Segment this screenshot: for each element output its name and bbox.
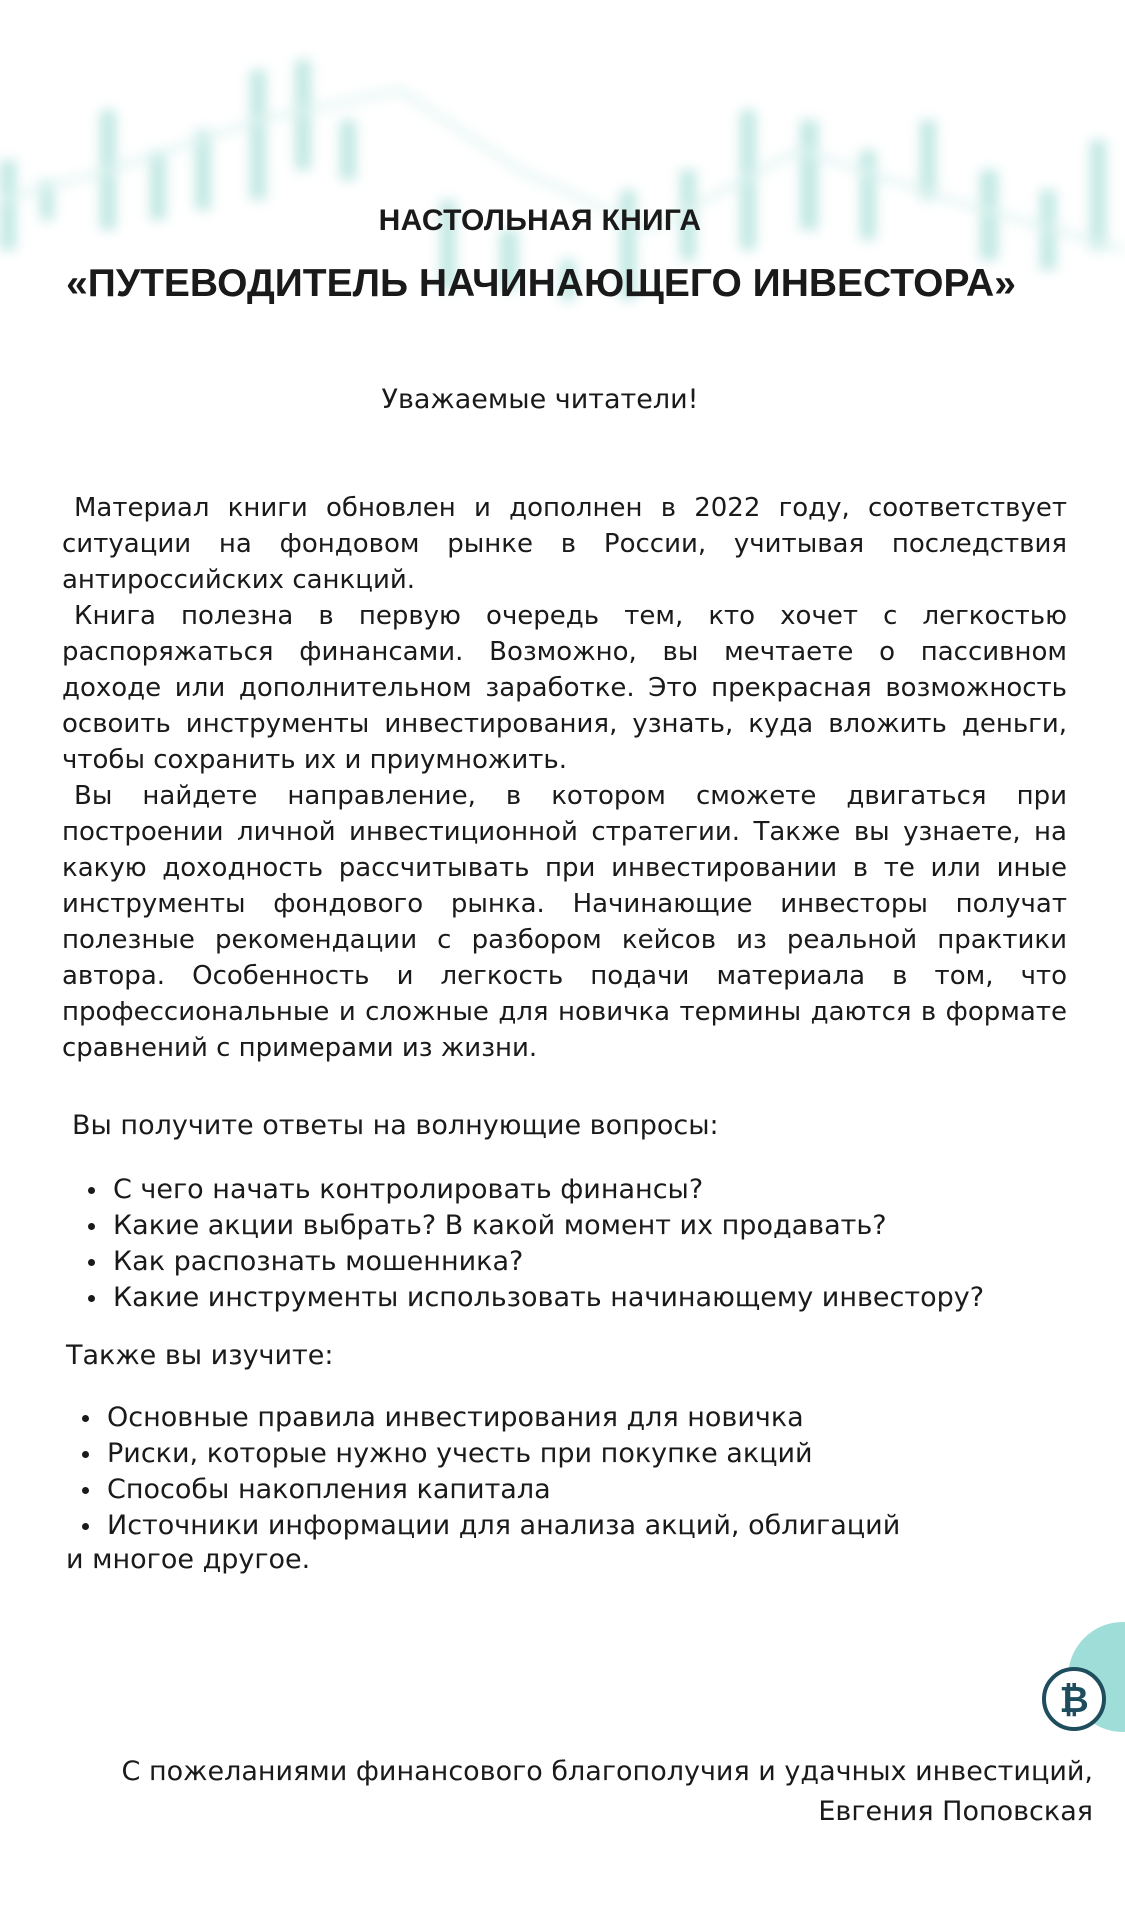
- list-item: Источники информации для анализа акций, облигаций: [82, 1508, 900, 1544]
- study-list: [82, 1400, 900, 1544]
- bitcoin-icon: [1040, 1665, 1108, 1733]
- bullet-icon: [88, 1223, 95, 1230]
- study-intro: Также вы изучите:: [66, 1340, 334, 1371]
- list-item: Основные правила инвестирования для новичка: [82, 1400, 900, 1436]
- book-title: «ПУТЕВОДИТЕЛЬ НАЧИНАЮЩЕГО ИНВЕСТОРА»: [66, 262, 1016, 305]
- paragraph: Вы найдете направление, в котором сможете двигаться при построении личной инвестиционной стратегии. Также вы узнаете, на какую доходность рассчитывать при инвестировании в те или иные инструменты фондового рынка. Начинающие инвесторы получат полезные рекомендации с разбором кейсов из реальной практики автора. Особенность и легкость подачи материала в том, что профессиональные и сложные для новичка термины даются в формате сравнений с примерами из жизни.: [62, 781, 1067, 1063]
- list-item: Способы накопления капитала: [82, 1472, 900, 1508]
- description-body: [62, 490, 1067, 1066]
- study-tail: и многое другое.: [66, 1544, 311, 1575]
- signature-line: С пожеланиями финансового благополучия и удачных инвестиций,: [121, 1756, 1093, 1787]
- paragraph: Материал книги обновлен и дополнен в 2022 году, соответствует ситуации на фондовом рынке в России, учитывая последствия антироссийских санкций.: [62, 493, 1067, 595]
- background-candlestick-chart: [0, 0, 1125, 380]
- list-item: Какие инструменты использовать начинающему инвестору?: [88, 1280, 984, 1316]
- bullet-icon: [82, 1451, 89, 1458]
- svg-text:₿: ₿: [1059, 1680, 1089, 1721]
- questions-list: [88, 1172, 984, 1316]
- greeting: Уважаемые читатели!: [381, 384, 699, 415]
- bullet-icon: [82, 1415, 89, 1422]
- questions-intro: Вы получите ответы на волнующие вопросы:: [72, 1110, 719, 1141]
- signature: [122, 1752, 1093, 1832]
- bullet-icon: [82, 1487, 89, 1494]
- book-subtitle: НАСТОЛЬНАЯ КНИГА: [378, 204, 702, 237]
- list-item: Как распознать мошенника?: [88, 1244, 984, 1280]
- list-item: Какие акции выбрать? В какой момент их продавать?: [88, 1208, 984, 1244]
- bullet-icon: [88, 1295, 95, 1302]
- paragraph: Книга полезна в первую очередь тем, кто хочет с легкостью распоряжаться финансами. Возможно, вы мечтаете о пассивном доходе или дополнительном заработке. Это прекрасная возможность освоить инструменты инвестирования, узнать, куда вложить деньги, чтобы сохранить их и приумножить.: [62, 601, 1067, 775]
- list-item: Риски, которые нужно учесть при покупке акций: [82, 1436, 900, 1472]
- bullet-icon: [82, 1523, 89, 1530]
- bullet-icon: [88, 1187, 95, 1194]
- bullet-icon: [88, 1259, 95, 1266]
- list-item: С чего начать контролировать финансы?: [88, 1172, 984, 1208]
- author-name: Евгения Поповская: [818, 1796, 1093, 1827]
